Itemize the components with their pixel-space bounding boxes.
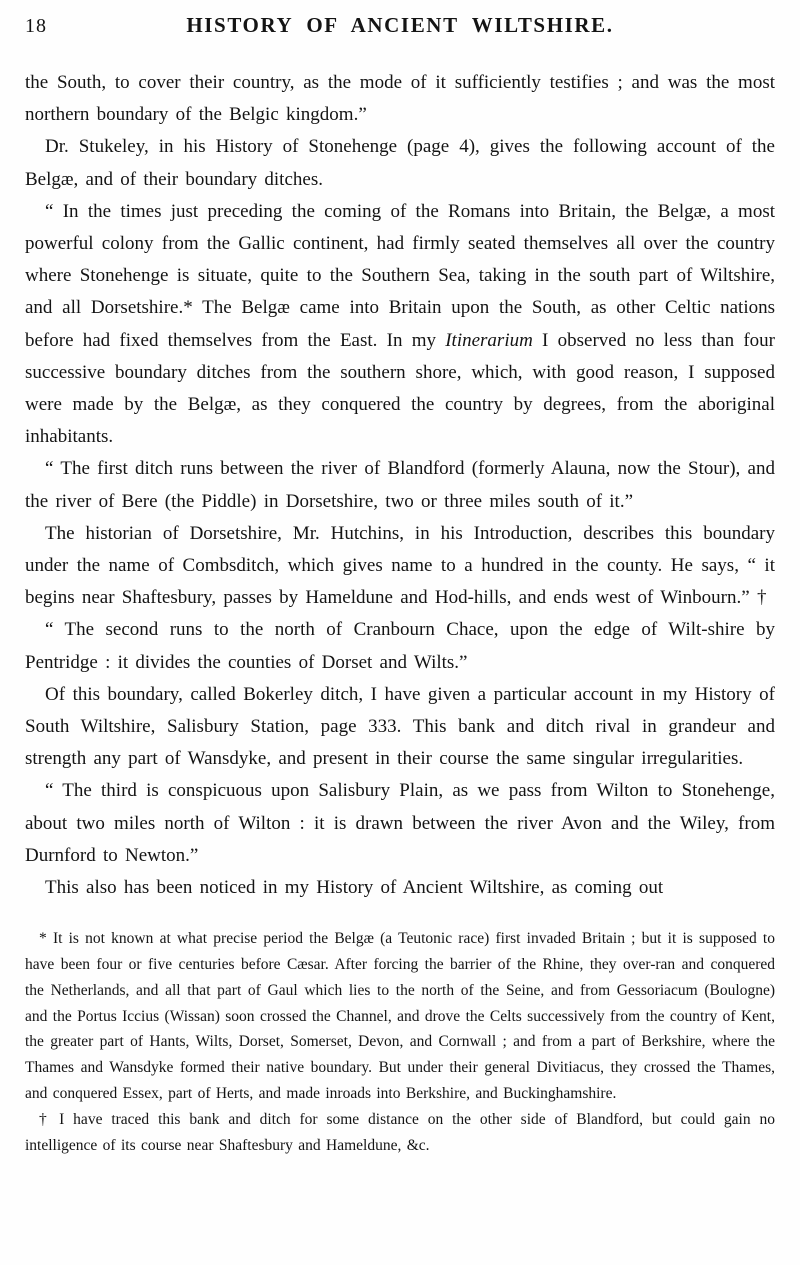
footnote <box>25 1107 775 1159</box>
text-segment: I observed no less than four successive boundary ditches from the southern shore, which, with good reason, I supposed were made by the Belgæ, as they conquered the country by degrees, from the aboriginal inhabitants. <box>25 329 775 448</box>
text-segment: “ The first ditch runs between the river of Blandford (formerly Alauna, now the Stour), and the river of Bere (the Piddle) in Dorsetshire, two or three miles south of it.” <box>25 458 775 512</box>
body-paragraph <box>25 196 775 454</box>
body-paragraph <box>25 872 775 904</box>
page-number: 18 <box>25 15 47 37</box>
footnotes-section <box>25 926 775 1158</box>
text-segment: Of this boundary, called Bokerley ditch, I have given a particular account in my History of South Wiltshire, Salisbury Station, page 333. This bank and ditch rival in grandeur and strength any part of Wansdyke, and present in their course the same singular irregularities. <box>25 683 775 770</box>
text-segment: “ In the times just preceding the coming of the Romans into Britain, the Belgæ, a most powerful colony from the Gallic continent, had firmly seated themselves all over the country where Stonehenge is situate, quite to the Southern Sea, taking in the south part of Wiltshire, and all Dorsetshire.* The Belgæ came into Britain upon the South, as other Celtic nations before had fixed themselves from the East. In my <box>25 200 775 351</box>
text-segment: “ The third is conspicuous upon Salisbury Plain, as we pass from Wilton to Stonehenge, about two miles north of Wilton : it is drawn between the river Avon and the Wiley, from Durnford to Newton.” <box>25 780 775 866</box>
body-paragraph <box>25 518 775 615</box>
text-segment: This also has been noticed in my History of Ancient Wiltshire, as coming out <box>45 877 664 899</box>
text-segment: Dr. Stukeley, in his History of Stonehenge (page 4), gives the following account of the Belgæ, and of their boundary ditches. <box>25 136 775 190</box>
body-paragraph <box>25 131 775 195</box>
text-segment: The historian of Dorsetshire, Mr. Hutchins, in his Introduction, describes this boundary under the name of Combsditch, which gives name to a hundred in the county. He says, “ it begins near Shaftesbury, passes by Hameldune and Hod-hills, and ends west of Winbourn.” † <box>25 522 775 609</box>
body-paragraph <box>25 679 775 776</box>
text-segment: the South, to cover their country, as the mode of it sufficiently testifies ; and was the most northern boundary of the Belgic kingdom.” <box>25 72 775 126</box>
text-segment: * It is not known at what precise period the Belgæ (a Teutonic race) first invaded Britain ; but it is supposed to have been four or five centuries before Cæsar. After forcing the barrier of the Rhine, they over-ran and conquered the Netherlands, and all that part of Gaul which lies to the north of the Seine, and from Gessoriacum (Boulogne) and the Portus Iccius (Wissan) soon crossed the Channel, and drove the Celts successively from the country of Kent, the greater part of Hants, Wilts, Dorset, Somerset, Devon, and Cornwall ; and from a part of Berkshire, where the Thames and Wansdyke formed their native boundary. But under their general Divitiacus, they crossed the Thames, and conquered Essex, part of Herts, and made inroads into Berkshire, and Buckinghamshire. <box>25 930 775 1103</box>
body-paragraph <box>25 775 775 872</box>
body-paragraph <box>25 453 775 517</box>
body-paragraph <box>25 614 775 678</box>
page-header <box>25 13 775 38</box>
text-segment: “ The second runs to the north of Cranbourn Chace, upon the edge of Wilt-shire by Pentridge : it divides the counties of Dorset and Wilts.” <box>25 619 775 673</box>
body-paragraph <box>25 67 775 131</box>
running-title: HISTORY OF ANCIENT WILTSHIRE. <box>186 13 614 37</box>
body-text <box>25 67 775 904</box>
footnote <box>25 926 775 1107</box>
text-segment: Itinerarium <box>445 329 533 351</box>
text-segment: † I have traced this bank and ditch for some distance on the other side of Blandford, but could gain no intelligence of its course near Shaftesbury and Hameldune, &c. <box>25 1110 775 1154</box>
